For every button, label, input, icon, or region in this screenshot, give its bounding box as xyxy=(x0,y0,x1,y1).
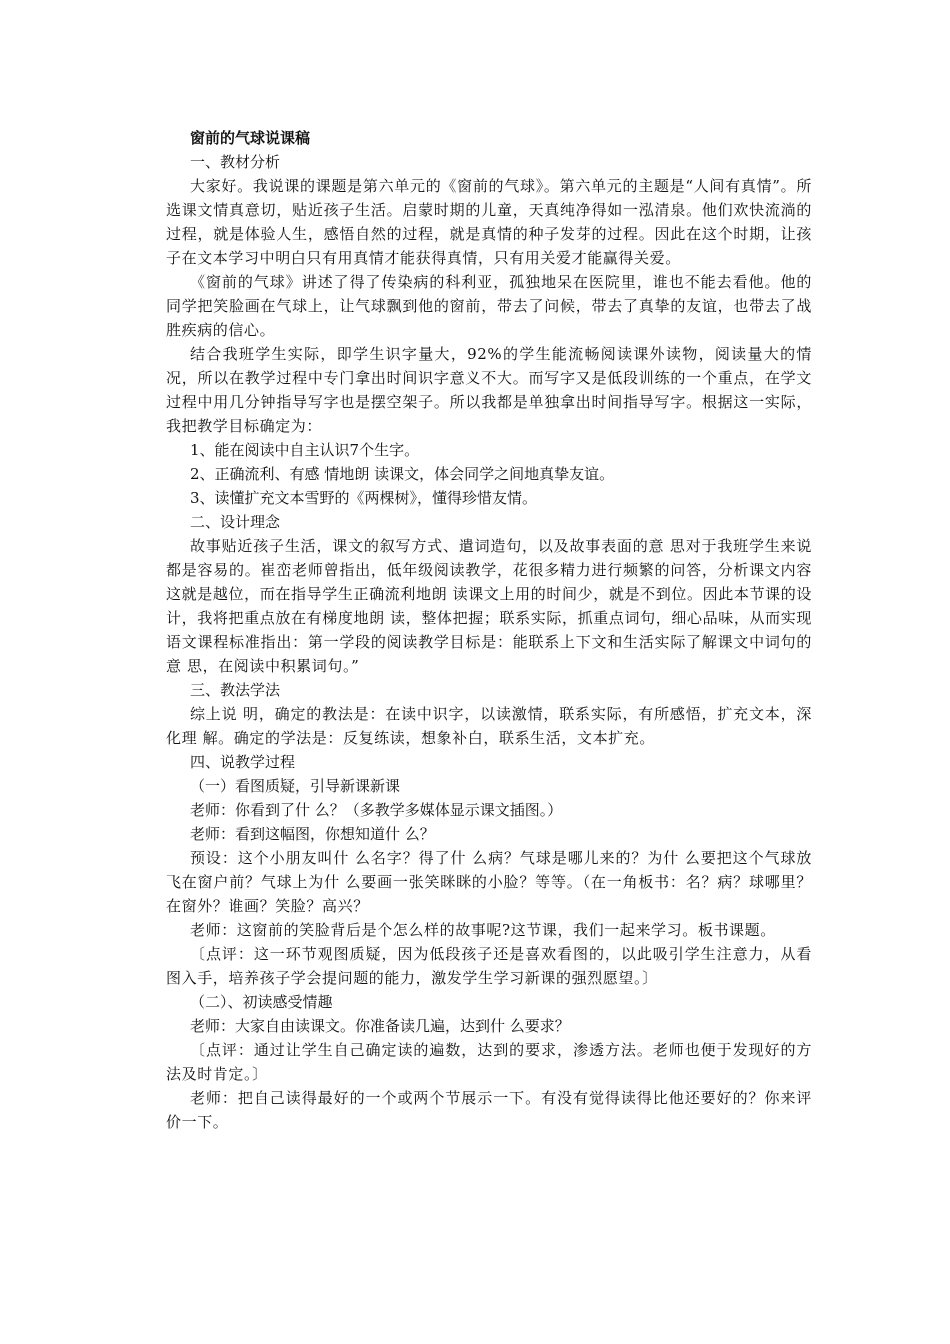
paragraph-student-situation: 结合我班学生实际，即学生识字量大，92%的学生能流畅阅读课外读物，阅读量大的情况，所以在教学过程中专门拿出时间识字意义不大。而写字又是低段训练的一个重点，在学文过程中用几分钟指导写字也是摆空架子。所以我都是单独拿出时间指导写字。根据这一实际，我把教学目标确定为： xyxy=(166,345,812,435)
section-heading-3: 三、教法学法 xyxy=(190,681,281,699)
subsection-heading-1: （一）看图质疑，引导新课新课 xyxy=(190,777,401,795)
paragraph-teacher-show: 老师：把自己读得最好的一个或两个节展示一下。有没有觉得读得比他还要好的？你来评价一下。 xyxy=(166,1089,812,1131)
section-heading-1: 一、教材分析 xyxy=(190,153,281,171)
paragraph-summary: 《窗前的气球》讲述了得了传染病的科利亚，孤独地呆在医院里，谁也不能去看他。他的同学把笑脸画在气球上，让气球飘到他的窗前，带去了问候，带去了真挚的友谊，也带去了战胜疾病的信心。 xyxy=(166,273,812,339)
paragraph-teacher-intro: 老师：这窗前的笑脸背后是个怎么样的故事呢?这节课，我们一起来学习。板书课题。 xyxy=(190,921,776,939)
section-heading-2: 二、设计理念 xyxy=(190,513,281,531)
paragraph-design-concept: 故事贴近孩子生活，课文的叙写方式、遣词造句，以及故事表面的意 思对于我班学生来说都是容易的。崔峦老师曾指出，低年级阅读教学，花很多精力进行频繁的问答，分析课文内容这就是越位，而在指导学生正确流利地朗 读课文上用的时间少，就是不到位。因此本节课的设计，我将把重点放在有梯度地朗 读，整体把握；联系实际，抓重点词句，细心品味，从而实现 语文课程标准指出：第一学段的阅读教学目标是：能联系上下文和生活实际了解课文中词句的意 思，在阅读中积累词句。” xyxy=(166,537,812,675)
teacher-line-1: 老师：你看到了什 么？（多教学多媒体显示课文插图。） xyxy=(190,801,563,819)
section-heading-4: 四、说教学过程 xyxy=(190,753,296,771)
paragraph-methods: 综上说 明，确定的教法是：在读中识字，以读激情，联系实际，有所感悟，扩充文本，深化理 解。确定的学法是：反复练读，想象补白，联系生活，文本扩充。 xyxy=(166,705,812,747)
teacher-line-2: 老师：看到这幅图，你想知道什 么？ xyxy=(190,825,435,843)
paragraph-intro: 大家好。我说课的课题是第六单元的《窗前的气球》。第六单元的主题是“人间有真情”。所选课文情真意切，贴近孩子生活。启蒙时期的儿童，天真纯净得如一泓清泉。他们欢快流淌的过程，就是体验人生，感悟自然的过程，就是真情的种子发芽的过程。因此在这个时期，让孩子在文本学习中明白只有用真情才能获得真情，只有用关爱才能赢得关爱。 xyxy=(166,177,812,267)
paragraph-preset-questions: 预设：这个小朋友叫什 么名字？得了什 么病？气球是哪儿来的？为什 么要把这个气球放飞在窗户前？气球上为什 么要画一张笑眯眯的小脸？等等。（在一角板书：名？病？球哪里？在窗外？谁画？笑脸？高兴？ xyxy=(166,849,812,915)
document-page xyxy=(166,126,812,1134)
subsection-heading-2: （二）、初读感受情趣 xyxy=(190,993,333,1011)
goal-2: 2、正确流利、有感 情地朗 读课文，体会同学之间地真挚友谊。 xyxy=(190,465,615,483)
paragraph-comment-2: 〔点评：通过让学生自己确定读的遍数，达到的要求，渗透方法。老师也便于发现好的方法及时肯定。〕 xyxy=(166,1041,812,1083)
document-title: 窗前的气球说课稿 xyxy=(190,129,311,147)
goal-3: 3、读懂扩充文本雪野的《两棵树》，懂得珍惜友情。 xyxy=(190,489,538,507)
paragraph-comment-1: 〔点评：这一环节观图质疑，因为低段孩子还是喜欢看图的，以此吸引学生注意力，从看图入手，培养孩子学会提问题的能力，激发学生学习新课的强烈愿望。〕 xyxy=(166,945,812,987)
goal-1: 1、能在阅读中自主认识7个生字。 xyxy=(190,441,420,459)
teacher-line-3: 老师：大家自由读课文。你准备读几遍，达到什 么要求？ xyxy=(190,1017,570,1035)
